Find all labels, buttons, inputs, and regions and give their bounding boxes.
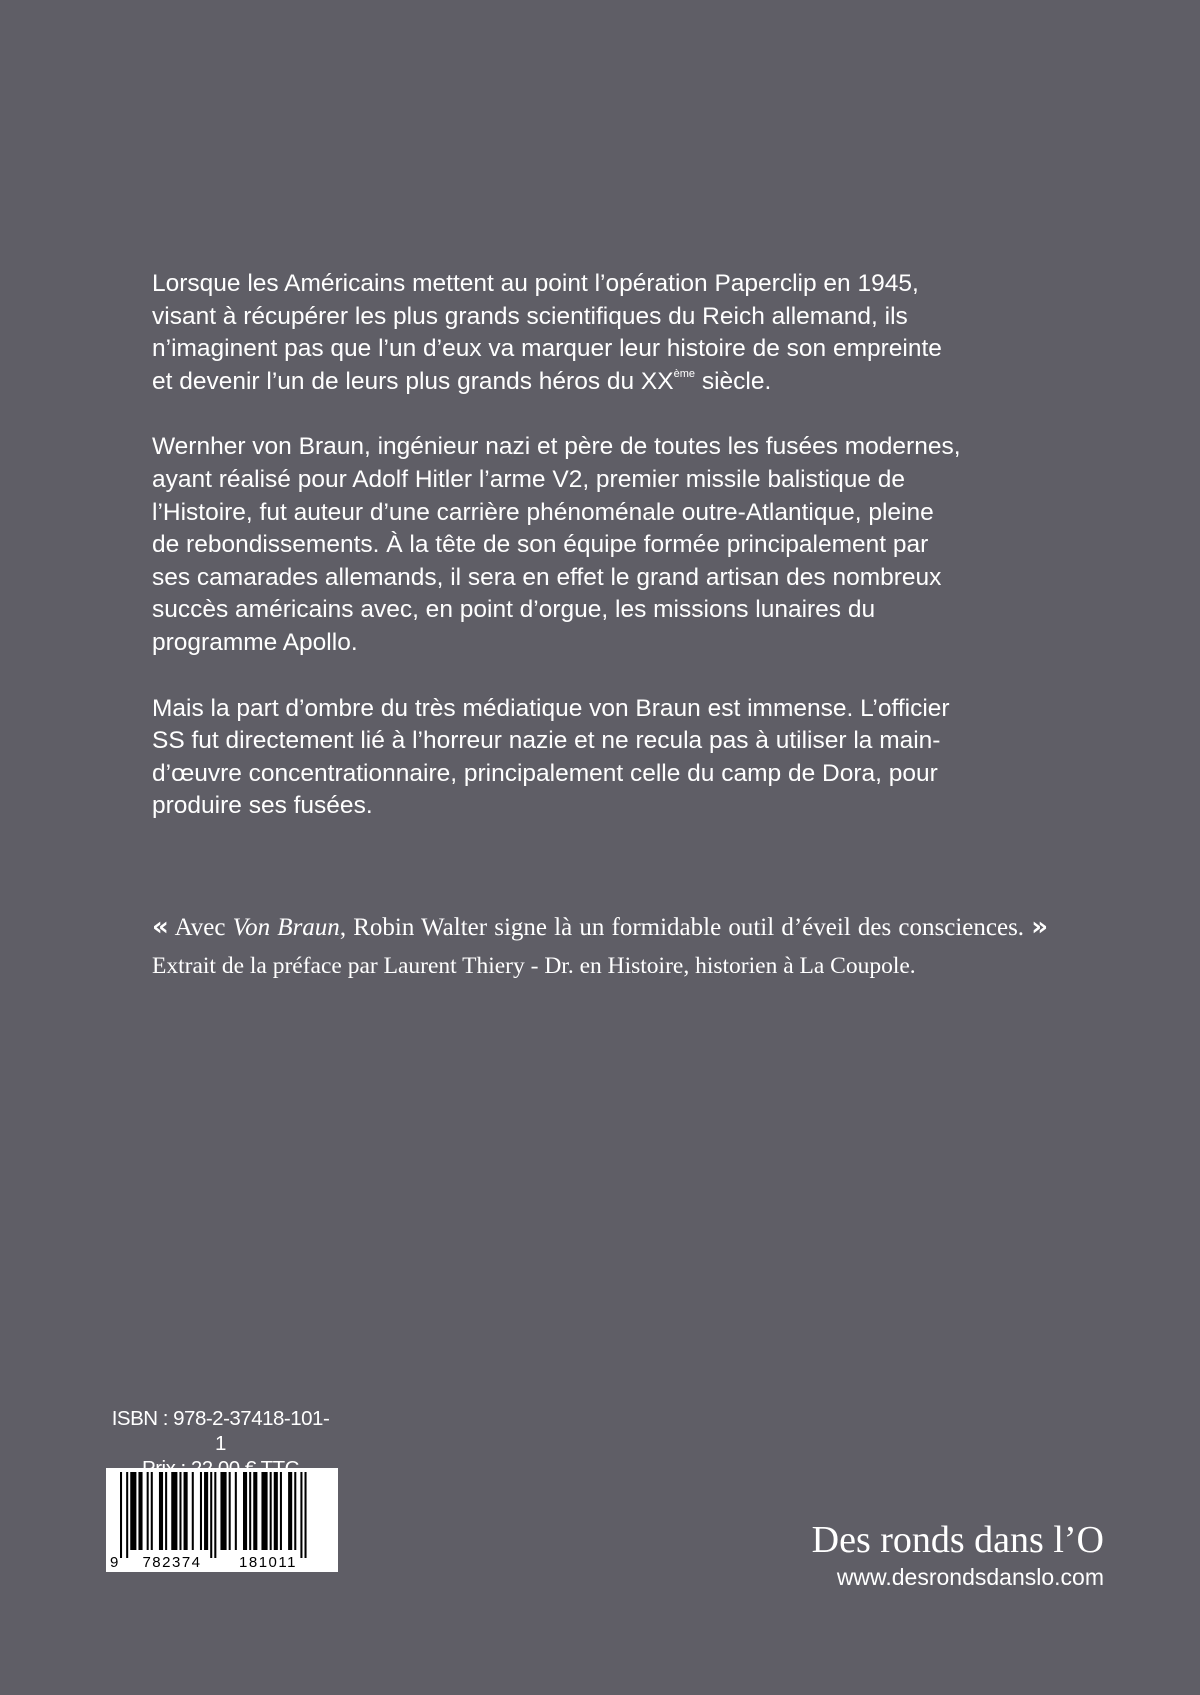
barcode-bar	[270, 1472, 272, 1550]
barcode-bar	[120, 1472, 122, 1558]
blurb-line: programme Apollo.	[152, 628, 358, 656]
blurb-paragraph-1	[152, 268, 1052, 398]
barcode-bar	[261, 1472, 267, 1550]
barcode-bar	[165, 1472, 167, 1550]
barcode-bar	[253, 1472, 257, 1550]
barcode-bar	[126, 1472, 128, 1558]
publisher-url: www.desrondsdanslo.com	[836, 1564, 1104, 1590]
barcode-bar	[192, 1472, 194, 1550]
quote-source: Extrait de la préface par Laurent Thiery - Dr. en Histoire, historien à La Coupole.	[152, 953, 916, 979]
close-guillemet: »	[1031, 912, 1049, 942]
superscript-eme: ème	[673, 367, 696, 380]
barcode-bar	[280, 1472, 282, 1550]
blurb-line: Lorsque les Américains mettent au point l’opération Paperclip en 1945,	[152, 270, 919, 297]
blurb-line: succès américains avec, en point d’orgue, les missions lunaires du	[152, 596, 876, 624]
barcode-bar	[235, 1472, 237, 1550]
barcode-bar	[159, 1472, 163, 1550]
publisher-name: Des ronds dans l’O	[811, 1519, 1104, 1561]
blurb-line: n’imaginent pas que l’un d’eux va marquer leur histoire de son empreinte	[152, 335, 942, 363]
blurb-line: visant à récupérer les plus grands scientifiques du Reich allemand, ils	[152, 302, 908, 330]
blurb-line: ses camarades allemands, il sera en effet le grand artisan des nombreux	[152, 563, 942, 591]
barcode-bar	[300, 1472, 302, 1558]
publisher-block	[812, 1518, 1104, 1592]
quote-text: , Robin Walter signe là un formidable outil d’éveil des consciences.	[339, 914, 1032, 941]
blurb-line: l’Histoire, fut auteur d’une carrière phénoménale outre-Atlantique, pleine	[152, 498, 934, 526]
barcode-bar	[184, 1472, 188, 1550]
blurb-paragraph-3	[152, 693, 1052, 823]
blurb-line: SS fut directement lié à l’horreur nazie et ne recula pas à utiliser la main-	[152, 727, 941, 755]
blurb-paragraph-2	[152, 431, 1052, 659]
barcode-bar	[200, 1472, 202, 1550]
barcode-bar	[179, 1472, 181, 1550]
barcode-digits-right: 181011	[239, 1554, 297, 1571]
blurb-line: Mais la part d’ombre du très médiatique von Braun est immense. L’officier	[152, 694, 950, 722]
blurb-line: de rebondissements. À la tête de son équipe formée principalement par	[152, 531, 929, 559]
barcode	[106, 1468, 338, 1572]
blurb-line: d’œuvre concentrationnaire, principalement celle du camp de Dora, pour	[152, 759, 938, 787]
barcode-bar	[305, 1472, 307, 1558]
barcode-bar	[130, 1472, 136, 1550]
barcode-digits-left: 782374	[142, 1554, 202, 1571]
barcode-digit-first: 9	[110, 1554, 119, 1571]
barcode-graphic	[106, 1468, 338, 1572]
blurb-line: Wernher von Braun, ingénieur nazi et père de toutes les fusées modernes,	[152, 433, 961, 461]
barcode-bar	[204, 1472, 208, 1550]
barcode-bar	[294, 1472, 296, 1550]
barcode-bar	[288, 1472, 292, 1550]
barcode-bar	[147, 1472, 149, 1550]
barcode-bar	[214, 1472, 216, 1558]
barcode-bar	[210, 1472, 212, 1558]
preface-quote	[152, 908, 1048, 985]
isbn-number: ISBN : 978-2-37418-101-1	[111, 1407, 330, 1455]
quote-book-title: Von Braun	[232, 914, 340, 941]
blurb	[152, 268, 1052, 856]
barcode-bar	[274, 1472, 278, 1550]
barcode-bar	[229, 1472, 231, 1550]
barcode-bar	[243, 1472, 247, 1550]
barcode-bar	[220, 1472, 226, 1550]
blurb-line-end: siècle.	[695, 367, 772, 395]
quote-text-start: Avec	[168, 914, 233, 941]
blurb-line: produire ses fusées.	[152, 792, 373, 820]
blurb-line: et devenir l’un de leurs plus grands héros du XX	[152, 367, 674, 395]
open-guillemet: «	[152, 912, 169, 942]
barcode-bar	[171, 1472, 177, 1550]
barcode-bar	[138, 1472, 142, 1550]
blurb-line: ayant réalisé pour Adolf Hitler l’arme V2, premier missile balistique de	[152, 465, 906, 493]
barcode-bar	[151, 1472, 153, 1550]
barcode-bar	[249, 1472, 251, 1550]
